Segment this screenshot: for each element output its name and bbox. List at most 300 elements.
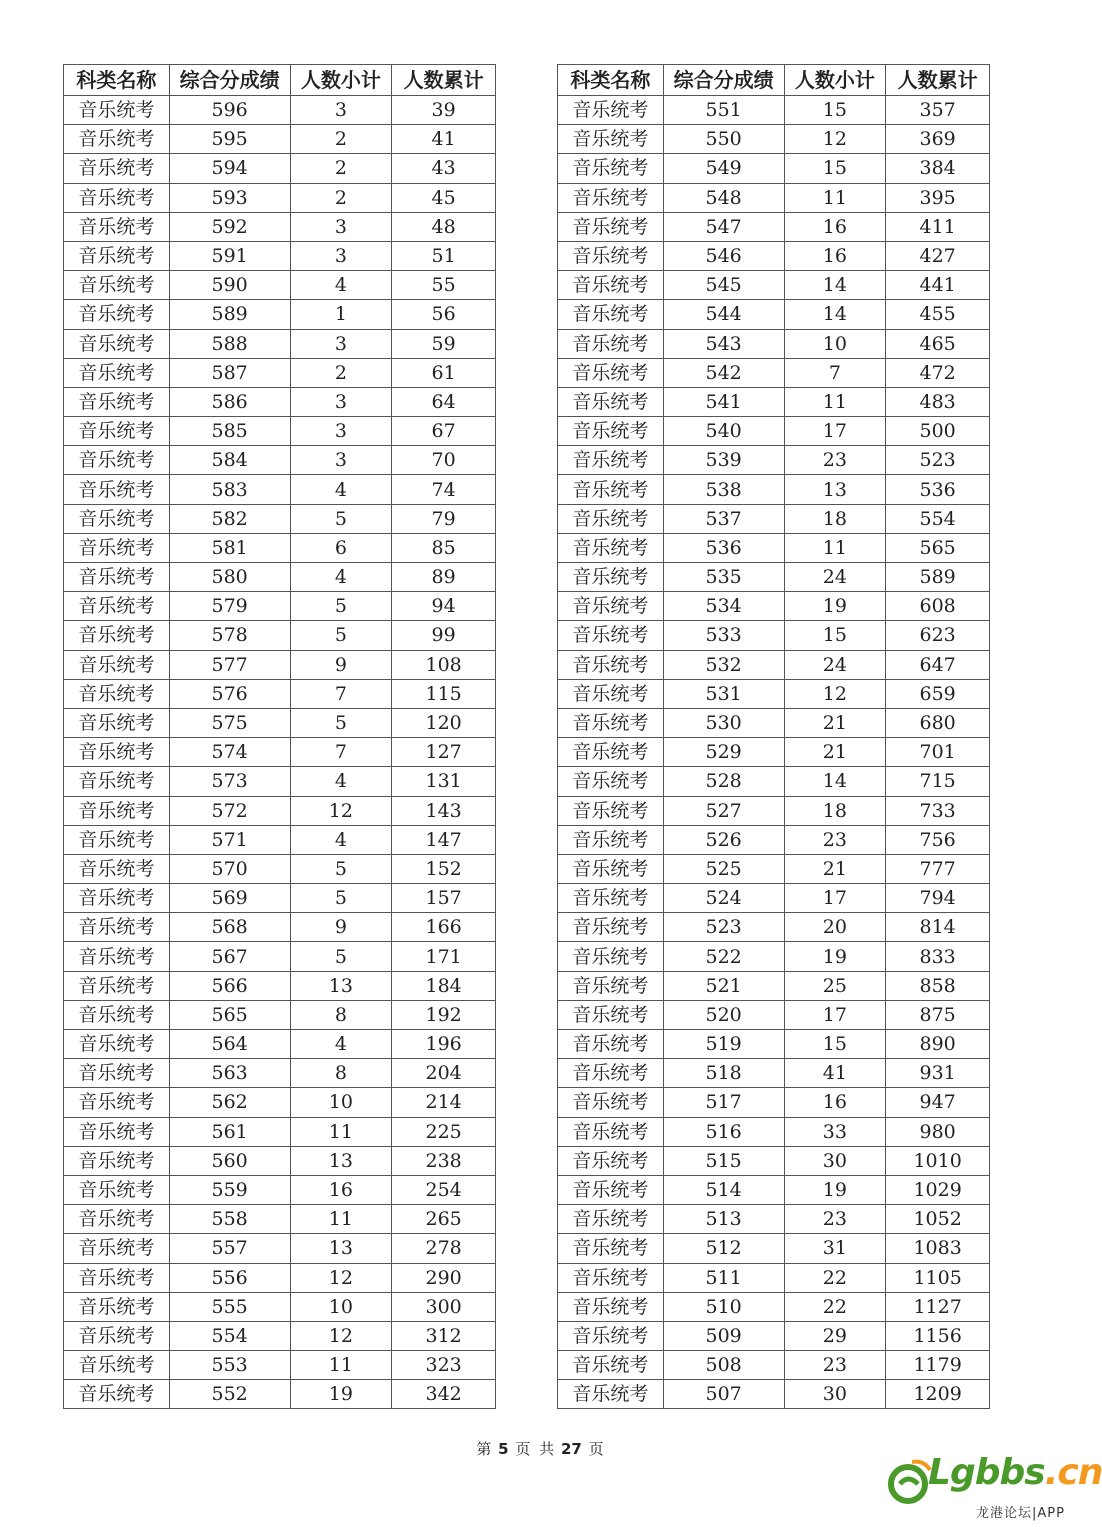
- cell-score: 558: [169, 1205, 290, 1234]
- cell-cumulative: 455: [886, 300, 990, 329]
- table-row: [64, 271, 496, 300]
- cell-count: 30: [784, 1146, 886, 1175]
- cell-cumulative: 48: [392, 212, 496, 241]
- table-row: [64, 533, 496, 562]
- cell-score: 516: [663, 1117, 784, 1146]
- cell-count: 16: [784, 241, 886, 270]
- table-row: [558, 738, 990, 767]
- cell-category: 音乐统考: [558, 563, 664, 592]
- cell-score: 568: [169, 913, 290, 942]
- cell-score: 561: [169, 1117, 290, 1146]
- cell-category: 音乐统考: [64, 563, 170, 592]
- cell-category: 音乐统考: [64, 1321, 170, 1350]
- cell-cumulative: 395: [886, 183, 990, 212]
- header-score: 综合分成绩: [663, 65, 784, 96]
- cell-count: 33: [784, 1117, 886, 1146]
- table-row: [64, 387, 496, 416]
- cell-count: 4: [290, 1030, 392, 1059]
- cell-count: 11: [784, 533, 886, 562]
- cell-score: 563: [169, 1059, 290, 1088]
- cell-score: 518: [663, 1059, 784, 1088]
- table-row: [64, 329, 496, 358]
- table-row: [558, 212, 990, 241]
- table-row: [558, 1380, 990, 1409]
- header-count: 人数小计: [784, 65, 886, 96]
- cell-count: 13: [290, 971, 392, 1000]
- table-row: [64, 446, 496, 475]
- cell-count: 10: [290, 1292, 392, 1321]
- cell-count: 5: [290, 592, 392, 621]
- cell-count: 12: [290, 1263, 392, 1292]
- cell-count: 20: [784, 913, 886, 942]
- cell-score: 590: [169, 271, 290, 300]
- cell-count: 3: [290, 241, 392, 270]
- cell-score: 588: [169, 329, 290, 358]
- table-row: [64, 825, 496, 854]
- header-category: 科类名称: [64, 65, 170, 96]
- cell-count: 11: [784, 387, 886, 416]
- cell-category: 音乐统考: [64, 738, 170, 767]
- cell-cumulative: 1083: [886, 1234, 990, 1263]
- table-row: [558, 1292, 990, 1321]
- cell-score: 576: [169, 679, 290, 708]
- cell-cumulative: 357: [886, 96, 990, 125]
- table-row: [64, 504, 496, 533]
- cell-score: 529: [663, 738, 784, 767]
- header-cumulative: 人数累计: [886, 65, 990, 96]
- table-row: [64, 1205, 496, 1234]
- cell-count: 19: [784, 942, 886, 971]
- cell-count: 18: [784, 504, 886, 533]
- cell-cumulative: 931: [886, 1059, 990, 1088]
- cell-score: 513: [663, 1205, 784, 1234]
- cell-cumulative: 623: [886, 621, 990, 650]
- score-table-right: [557, 64, 990, 1409]
- cell-score: 559: [169, 1175, 290, 1204]
- cell-count: 21: [784, 708, 886, 737]
- cell-cumulative: 369: [886, 125, 990, 154]
- table-row: [64, 621, 496, 650]
- cell-category: 音乐统考: [558, 1321, 664, 1350]
- cell-score: 578: [169, 621, 290, 650]
- cell-score: 580: [169, 563, 290, 592]
- header-cumulative: 人数累计: [392, 65, 496, 96]
- cell-cumulative: 238: [392, 1146, 496, 1175]
- cell-cumulative: 483: [886, 387, 990, 416]
- table-row: [558, 1000, 990, 1029]
- cell-score: 527: [663, 796, 784, 825]
- cell-score: 574: [169, 738, 290, 767]
- cell-category: 音乐统考: [64, 533, 170, 562]
- cell-cumulative: 94: [392, 592, 496, 621]
- cell-score: 552: [169, 1380, 290, 1409]
- cell-category: 音乐统考: [64, 650, 170, 679]
- cell-cumulative: 659: [886, 679, 990, 708]
- cell-score: 562: [169, 1088, 290, 1117]
- cell-cumulative: 890: [886, 1030, 990, 1059]
- cell-cumulative: 214: [392, 1088, 496, 1117]
- cell-category: 音乐统考: [558, 1351, 664, 1380]
- cell-count: 23: [784, 1351, 886, 1380]
- logo-subtitle: 龙港论坛|APP: [976, 1506, 1065, 1521]
- cell-category: 音乐统考: [64, 854, 170, 883]
- cell-count: 17: [784, 1000, 886, 1029]
- cell-count: 4: [290, 767, 392, 796]
- cell-count: 2: [290, 125, 392, 154]
- cell-cumulative: 192: [392, 1000, 496, 1029]
- cell-score: 593: [169, 183, 290, 212]
- cell-cumulative: 99: [392, 621, 496, 650]
- table-row: [64, 1263, 496, 1292]
- table-row: [558, 1146, 990, 1175]
- table-row: [64, 650, 496, 679]
- cell-count: 10: [290, 1088, 392, 1117]
- cell-count: 3: [290, 212, 392, 241]
- cell-category: 音乐统考: [64, 271, 170, 300]
- cell-score: 540: [663, 417, 784, 446]
- cell-count: 30: [784, 1380, 886, 1409]
- cell-count: 5: [290, 884, 392, 913]
- cell-score: 514: [663, 1175, 784, 1204]
- cell-count: 5: [290, 942, 392, 971]
- cell-cumulative: 1209: [886, 1380, 990, 1409]
- cell-score: 526: [663, 825, 784, 854]
- cell-score: 573: [169, 767, 290, 796]
- cell-category: 音乐统考: [558, 767, 664, 796]
- logo-tld: .cn: [1044, 1452, 1102, 1493]
- cell-cumulative: 290: [392, 1263, 496, 1292]
- cell-count: 3: [290, 96, 392, 125]
- cell-cumulative: 465: [886, 329, 990, 358]
- table-row: [558, 96, 990, 125]
- cell-cumulative: 143: [392, 796, 496, 825]
- table-row: [558, 825, 990, 854]
- cell-cumulative: 79: [392, 504, 496, 533]
- cell-count: 5: [290, 708, 392, 737]
- cell-score: 539: [663, 446, 784, 475]
- cell-cumulative: 55: [392, 271, 496, 300]
- cell-category: 音乐统考: [64, 446, 170, 475]
- cell-cumulative: 441: [886, 271, 990, 300]
- cell-count: 8: [290, 1000, 392, 1029]
- cell-cumulative: 980: [886, 1117, 990, 1146]
- cell-category: 音乐统考: [558, 96, 664, 125]
- cell-category: 音乐统考: [558, 387, 664, 416]
- cell-category: 音乐统考: [64, 475, 170, 504]
- table-row: [558, 1117, 990, 1146]
- cell-count: 4: [290, 825, 392, 854]
- cell-score: 507: [663, 1380, 784, 1409]
- cell-category: 音乐统考: [64, 1000, 170, 1029]
- cell-score: 567: [169, 942, 290, 971]
- table-row: [64, 183, 496, 212]
- cell-category: 音乐统考: [558, 1175, 664, 1204]
- table-row: [558, 300, 990, 329]
- cell-category: 音乐统考: [558, 854, 664, 883]
- table-row: [64, 1351, 496, 1380]
- cell-category: 音乐统考: [64, 679, 170, 708]
- cell-cumulative: 411: [886, 212, 990, 241]
- total-pages: 27: [560, 1440, 582, 1458]
- cell-count: 41: [784, 1059, 886, 1088]
- cell-count: 4: [290, 271, 392, 300]
- cell-count: 11: [290, 1205, 392, 1234]
- cell-count: 14: [784, 271, 886, 300]
- cell-cumulative: 715: [886, 767, 990, 796]
- cell-score: 523: [663, 913, 784, 942]
- cell-cumulative: 67: [392, 417, 496, 446]
- table-row: [558, 592, 990, 621]
- cell-category: 音乐统考: [558, 271, 664, 300]
- cell-score: 592: [169, 212, 290, 241]
- cell-score: 577: [169, 650, 290, 679]
- table-row: [558, 767, 990, 796]
- cell-category: 音乐统考: [558, 1030, 664, 1059]
- cell-count: 15: [784, 154, 886, 183]
- cell-score: 554: [169, 1321, 290, 1350]
- cell-count: 10: [784, 329, 886, 358]
- cell-score: 521: [663, 971, 784, 1000]
- cell-score: 544: [663, 300, 784, 329]
- cell-score: 541: [663, 387, 784, 416]
- cell-score: 587: [169, 358, 290, 387]
- table-row: [558, 796, 990, 825]
- cell-category: 音乐统考: [64, 1059, 170, 1088]
- table-row: [64, 796, 496, 825]
- table-row: [64, 125, 496, 154]
- cell-count: 11: [290, 1117, 392, 1146]
- table-row: [558, 1234, 990, 1263]
- cell-count: 7: [784, 358, 886, 387]
- table-row: [558, 417, 990, 446]
- cell-count: 17: [784, 417, 886, 446]
- cell-cumulative: 1029: [886, 1175, 990, 1204]
- table-row: [64, 154, 496, 183]
- table-header-row: [558, 65, 990, 96]
- cell-count: 16: [784, 212, 886, 241]
- cell-score: 551: [663, 96, 784, 125]
- cell-category: 音乐统考: [64, 241, 170, 270]
- cell-score: 520: [663, 1000, 784, 1029]
- cell-score: 517: [663, 1088, 784, 1117]
- table-row: [558, 1175, 990, 1204]
- cell-count: 7: [290, 738, 392, 767]
- cell-category: 音乐统考: [558, 796, 664, 825]
- header-category: 科类名称: [558, 65, 664, 96]
- table-row: [558, 854, 990, 883]
- cell-cumulative: 342: [392, 1380, 496, 1409]
- cell-category: 音乐统考: [64, 417, 170, 446]
- table-row: [558, 154, 990, 183]
- table-row: [558, 271, 990, 300]
- cell-category: 音乐统考: [64, 592, 170, 621]
- footer-page-word: 页: [515, 1440, 531, 1458]
- cell-count: 17: [784, 884, 886, 913]
- table-row: [64, 679, 496, 708]
- cell-count: 7: [290, 679, 392, 708]
- table-row: [558, 241, 990, 270]
- cell-score: 543: [663, 329, 784, 358]
- cell-cumulative: 554: [886, 504, 990, 533]
- cell-score: 557: [169, 1234, 290, 1263]
- cell-score: 586: [169, 387, 290, 416]
- cell-category: 音乐统考: [558, 650, 664, 679]
- cell-cumulative: 89: [392, 563, 496, 592]
- table-row: [64, 942, 496, 971]
- cell-score: 509: [663, 1321, 784, 1350]
- cell-category: 音乐统考: [558, 1117, 664, 1146]
- table-row: [64, 971, 496, 1000]
- cell-category: 音乐统考: [64, 1234, 170, 1263]
- cell-score: 515: [663, 1146, 784, 1175]
- cell-category: 音乐统考: [558, 329, 664, 358]
- table-row: [558, 446, 990, 475]
- cell-category: 音乐统考: [558, 738, 664, 767]
- table-row: [558, 475, 990, 504]
- cell-category: 音乐统考: [64, 504, 170, 533]
- cell-count: 14: [784, 767, 886, 796]
- cell-category: 音乐统考: [558, 1205, 664, 1234]
- table-row: [64, 241, 496, 270]
- cell-score: 555: [169, 1292, 290, 1321]
- cell-cumulative: 61: [392, 358, 496, 387]
- cell-count: 5: [290, 621, 392, 650]
- table-row: [64, 738, 496, 767]
- cell-score: 565: [169, 1000, 290, 1029]
- cell-cumulative: 254: [392, 1175, 496, 1204]
- cell-cumulative: 875: [886, 1000, 990, 1029]
- cell-cumulative: 127: [392, 738, 496, 767]
- table-row: [64, 1292, 496, 1321]
- cell-score: 570: [169, 854, 290, 883]
- cell-count: 2: [290, 183, 392, 212]
- cell-cumulative: 733: [886, 796, 990, 825]
- cell-score: 556: [169, 1263, 290, 1292]
- cell-category: 音乐统考: [64, 212, 170, 241]
- cell-cumulative: 196: [392, 1030, 496, 1059]
- table-row: [64, 563, 496, 592]
- table-row: [64, 1175, 496, 1204]
- table-row: [558, 1030, 990, 1059]
- cell-cumulative: 608: [886, 592, 990, 621]
- cell-cumulative: 120: [392, 708, 496, 737]
- cell-cumulative: 794: [886, 884, 990, 913]
- cell-category: 音乐统考: [558, 125, 664, 154]
- cell-category: 音乐统考: [558, 1059, 664, 1088]
- cell-category: 音乐统考: [558, 825, 664, 854]
- cell-category: 音乐统考: [558, 475, 664, 504]
- table-row: [558, 679, 990, 708]
- page-footer: [0, 1438, 1080, 1459]
- table-row: [64, 767, 496, 796]
- cell-count: 15: [784, 1030, 886, 1059]
- table-row: [558, 884, 990, 913]
- cell-cumulative: 472: [886, 358, 990, 387]
- logo-brand: Lgbbs: [928, 1452, 1045, 1493]
- cell-count: 2: [290, 154, 392, 183]
- score-table-left: [63, 64, 496, 1409]
- cell-category: 音乐统考: [64, 387, 170, 416]
- cell-category: 音乐统考: [558, 1146, 664, 1175]
- cell-count: 22: [784, 1263, 886, 1292]
- table-row: [64, 1000, 496, 1029]
- cell-category: 音乐统考: [558, 154, 664, 183]
- cell-cumulative: 64: [392, 387, 496, 416]
- cell-cumulative: 171: [392, 942, 496, 971]
- table-row: [558, 708, 990, 737]
- cell-count: 24: [784, 650, 886, 679]
- table-row: [558, 1321, 990, 1350]
- cell-score: 596: [169, 96, 290, 125]
- cell-cumulative: 833: [886, 942, 990, 971]
- cell-cumulative: 56: [392, 300, 496, 329]
- cell-count: 6: [290, 533, 392, 562]
- cell-score: 589: [169, 300, 290, 329]
- cell-score: 591: [169, 241, 290, 270]
- table-row: [558, 183, 990, 212]
- cell-category: 音乐统考: [64, 913, 170, 942]
- cell-score: 583: [169, 475, 290, 504]
- footer-total-word: 共: [539, 1440, 555, 1458]
- cell-count: 19: [290, 1380, 392, 1409]
- cell-count: 3: [290, 329, 392, 358]
- cell-category: 音乐统考: [558, 679, 664, 708]
- cell-category: 音乐统考: [558, 621, 664, 650]
- cell-count: 13: [290, 1146, 392, 1175]
- footer-prefix: 第: [476, 1440, 492, 1458]
- cell-cumulative: 1127: [886, 1292, 990, 1321]
- cell-cumulative: 157: [392, 884, 496, 913]
- table-row: [558, 650, 990, 679]
- cell-cumulative: 427: [886, 241, 990, 270]
- cell-score: 511: [663, 1263, 784, 1292]
- cell-cumulative: 647: [886, 650, 990, 679]
- cell-category: 音乐统考: [558, 300, 664, 329]
- cell-category: 音乐统考: [64, 708, 170, 737]
- cell-category: 音乐统考: [558, 1000, 664, 1029]
- cell-cumulative: 85: [392, 533, 496, 562]
- cell-score: 584: [169, 446, 290, 475]
- cell-score: 564: [169, 1030, 290, 1059]
- cell-category: 音乐统考: [64, 96, 170, 125]
- cell-category: 音乐统考: [64, 621, 170, 650]
- cell-cumulative: 589: [886, 563, 990, 592]
- table-row: [64, 475, 496, 504]
- cell-count: 11: [290, 1351, 392, 1380]
- cell-category: 音乐统考: [558, 884, 664, 913]
- cell-cumulative: 1179: [886, 1351, 990, 1380]
- cell-count: 18: [784, 796, 886, 825]
- cell-category: 音乐统考: [64, 1351, 170, 1380]
- cell-count: 12: [290, 796, 392, 825]
- cell-cumulative: 384: [886, 154, 990, 183]
- cell-category: 音乐统考: [64, 300, 170, 329]
- table-row: [64, 592, 496, 621]
- footer-suffix: 页: [588, 1440, 604, 1458]
- cell-category: 音乐统考: [558, 1263, 664, 1292]
- logo-swirl-icon: [888, 1458, 932, 1506]
- cell-score: 546: [663, 241, 784, 270]
- cell-category: 音乐统考: [558, 592, 664, 621]
- cell-cumulative: 300: [392, 1292, 496, 1321]
- cell-score: 512: [663, 1234, 784, 1263]
- table-row: [558, 1088, 990, 1117]
- table-row: [64, 1321, 496, 1350]
- watermark-logo: [928, 1452, 1102, 1493]
- cell-count: 21: [784, 738, 886, 767]
- cell-category: 音乐统考: [558, 212, 664, 241]
- cell-category: 音乐统考: [64, 971, 170, 1000]
